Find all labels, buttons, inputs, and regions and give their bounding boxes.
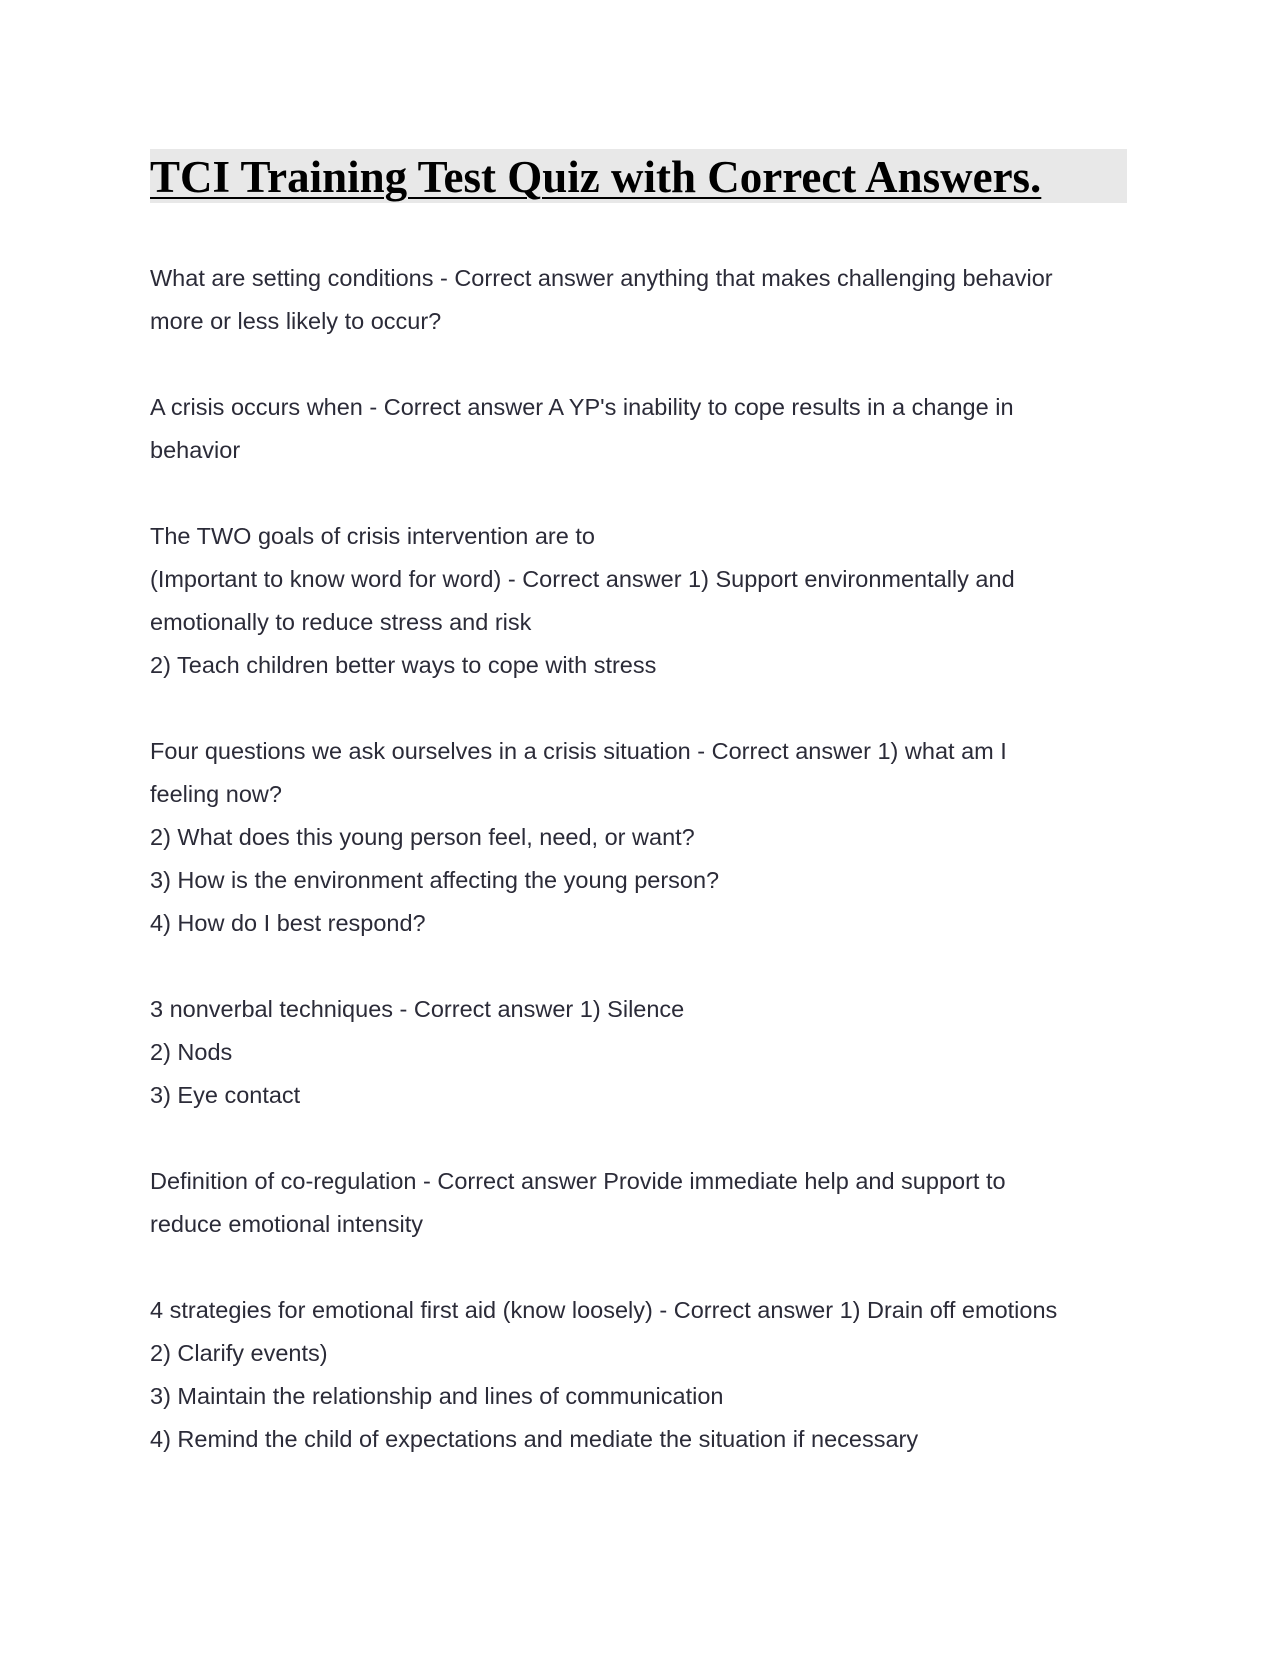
- text-line: 3) Maintain the relationship and lines of communication: [150, 1383, 724, 1409]
- text-line: A crisis occurs when - Correct answer A YP's inability to cope results in a change in: [150, 394, 1014, 420]
- document-title: TCI Training Test Quiz with Correct Answers.: [150, 152, 1042, 202]
- text-line: 4) Remind the child of expectations and mediate the situation if necessary: [150, 1426, 919, 1452]
- text-line: reduce emotional intensity: [150, 1211, 424, 1237]
- text-line: 2) What does this young person feel, need, or want?: [150, 824, 695, 850]
- qa-entry-crisis-occurs: [150, 386, 1135, 472]
- text-line: Definition of co-regulation - Correct answer Provide immediate help and support to: [150, 1168, 1006, 1194]
- text-line: feeling now?: [150, 781, 282, 807]
- text-line: The TWO goals of crisis intervention are to: [150, 523, 595, 549]
- text-line: behavior: [150, 437, 241, 463]
- text-line: 3) How is the environment affecting the young person?: [150, 867, 720, 893]
- text-line: Four questions we ask ourselves in a crisis situation - Correct answer 1) what am I: [150, 738, 1007, 764]
- text-line: 2) Nods: [150, 1039, 233, 1065]
- text-line: What are setting conditions - Correct answer anything that makes challenging behavior: [150, 265, 1053, 291]
- qa-entry-co-regulation: [150, 1160, 1135, 1246]
- text-line: 3) Eye contact: [150, 1082, 301, 1108]
- text-line: (Important to know word for word) - Correct answer 1) Support environmentally and: [150, 566, 1015, 592]
- text-line: 4) How do I best respond?: [150, 910, 426, 936]
- text-line: 3 nonverbal techniques - Correct answer 1) Silence: [150, 996, 685, 1022]
- qa-entry-emotional-first-aid: [150, 1289, 1135, 1461]
- qa-entry-nonverbal-techniques: [150, 988, 1135, 1117]
- text-line: more or less likely to occur?: [150, 308, 442, 334]
- text-line: 4 strategies for emotional first aid (know loosely) - Correct answer 1) Drain off emotions: [150, 1297, 1058, 1323]
- text-line: 2) Clarify events): [150, 1340, 328, 1366]
- qa-entry-setting-conditions: [150, 257, 1135, 343]
- document-body: [150, 257, 1135, 1504]
- qa-entry-four-questions: [150, 730, 1135, 945]
- text-line: emotionally to reduce stress and risk: [150, 609, 532, 635]
- qa-entry-two-goals: [150, 515, 1135, 687]
- text-line: 2) Teach children better ways to cope with stress: [150, 652, 657, 678]
